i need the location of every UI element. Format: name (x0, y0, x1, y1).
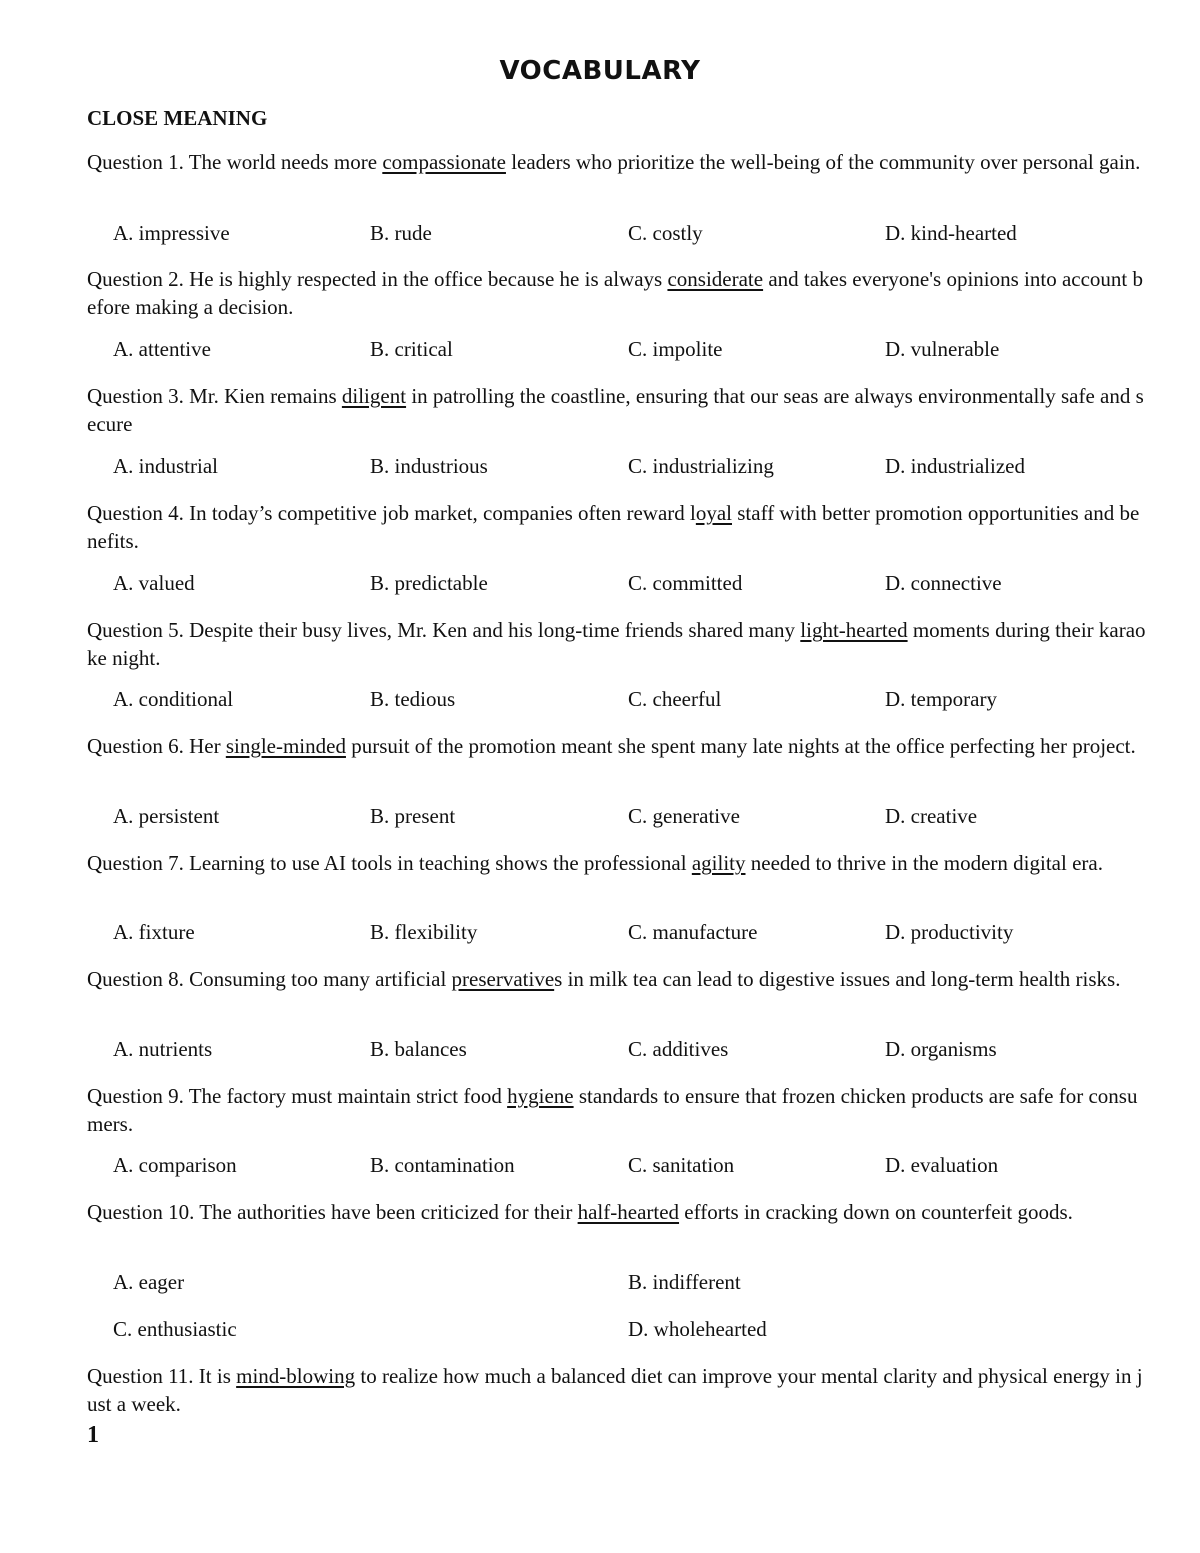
options-8 (113, 1035, 1143, 1063)
question-9: Question 9. The factory must maintain strict food hygiene standards to ensure that frozen chicken products are safe for consumers. (87, 1084, 1138, 1136)
option-a: A. comparison (113, 1153, 237, 1177)
option-a: A. fixture (113, 920, 195, 944)
question-6: Question 6. Her single-minded pursuit of the promotion meant she spent many late nights at the office perfecting her project. (87, 734, 1136, 758)
option-c: C. cheerful (628, 687, 722, 711)
question-10: Question 10. The authorities have been criticized for their half-hearted efforts in cracking down on counterfeit goods. (87, 1200, 1073, 1224)
option-d: D. vulnerable (885, 337, 1000, 361)
page-title: VOCABULARY (499, 56, 701, 86)
question-2: Question 2. He is highly respected in the office because he is always considerate and takes everyone's opinions into account before making a decision. (87, 267, 1144, 319)
key-word: mind-blowing (236, 1364, 356, 1388)
option-d: D. connective (885, 571, 1002, 595)
option-a: A. industrial (113, 454, 218, 478)
options-9 (113, 1151, 1143, 1179)
key-word: considerate (667, 267, 764, 291)
question-5: Question 5. Despite their busy lives, Mr. Ken and his long-time friends shared many light-hearted moments during their karaoke night. (87, 618, 1146, 670)
key-word: light-hearted (800, 618, 908, 642)
option-d: D. industrialized (885, 454, 1025, 478)
section-title: CLOSE MEANING (87, 106, 268, 130)
key-word: oyal (695, 501, 732, 525)
option-a: A. persistent (113, 804, 220, 828)
option-d: D. creative (885, 804, 978, 828)
option-b: B. tedious (370, 687, 456, 711)
options-1 (113, 219, 1143, 247)
option-d: D. organisms (885, 1037, 997, 1061)
option-a: A. attentive (113, 337, 211, 361)
option-b: B. rude (370, 221, 432, 245)
option-c: C. impolite (628, 337, 723, 361)
options-6 (113, 802, 1143, 830)
option-a: A. conditional (113, 687, 234, 711)
option-a: A. eager (113, 1270, 185, 1294)
option-c: C. committed (628, 571, 743, 595)
question-11: Question 11. It is mind-blowing to realize how much a balanced diet can improve your mental clarity and physical energy in just a week. (87, 1364, 1143, 1416)
options-3 (113, 452, 1143, 480)
option-c: C. generative (628, 804, 740, 828)
option-c: C. enthusiastic (113, 1317, 237, 1341)
options-10-row-1 (113, 1268, 1143, 1296)
options-7 (113, 918, 1143, 946)
options-4 (113, 569, 1143, 597)
option-c: C. additives (628, 1037, 729, 1061)
option-b: B. predictable (370, 571, 488, 595)
option-c: C. manufacture (628, 920, 758, 944)
question-4: Question 4. In today’s competitive job market, companies often reward loyal staff with better promotion opportunities and benefits. (87, 501, 1140, 553)
key-word: diligent (341, 384, 407, 408)
question-1: Question 1. The world needs more compassionate leaders who prioritize the well-being of the community over personal gain. (87, 150, 1141, 174)
option-b: B. present (370, 804, 456, 828)
option-b: B. contamination (370, 1153, 515, 1177)
option-c: C. sanitation (628, 1153, 735, 1177)
option-d: D. evaluation (885, 1153, 999, 1177)
key-word: compassionate (382, 150, 506, 174)
question-7: Question 7. Learning to use AI tools in teaching shows the professional agility needed to thrive in the modern digital era. (87, 851, 1103, 875)
option-b: B. critical (370, 337, 453, 361)
key-word: half-hearted (577, 1200, 680, 1224)
page-number: 1 (87, 1422, 99, 1448)
option-b: B. flexibility (370, 920, 478, 944)
key-word: agility (691, 851, 746, 875)
options-5 (113, 685, 1143, 713)
option-b: B. balances (370, 1037, 467, 1061)
key-word: single-minded (225, 734, 346, 758)
option-d: D. kind-hearted (885, 221, 1017, 245)
option-b: B. industrious (370, 454, 488, 478)
key-word: preservative (451, 967, 555, 991)
key-word: hygiene (507, 1084, 574, 1108)
option-d: D. temporary (885, 687, 997, 711)
options-2 (113, 335, 1143, 363)
option-a: A. nutrients (113, 1037, 213, 1061)
option-c: C. costly (628, 221, 703, 245)
option-d: D. wholehearted (628, 1317, 767, 1341)
option-b: B. indifferent (628, 1270, 741, 1294)
options-10-row-2 (113, 1315, 1143, 1343)
question-3: Question 3. Mr. Kien remains diligent in patrolling the coastline, ensuring that our seas are always environmentally safe and secure (87, 384, 1144, 436)
option-a: A. valued (113, 571, 195, 595)
option-c: C. industrializing (628, 454, 774, 478)
question-8: Question 8. Consuming too many artificial preservatives in milk tea can lead to digestive issues and long-term health risks. (87, 967, 1121, 991)
option-a: A. impressive (113, 221, 230, 245)
option-d: D. productivity (885, 920, 1014, 944)
